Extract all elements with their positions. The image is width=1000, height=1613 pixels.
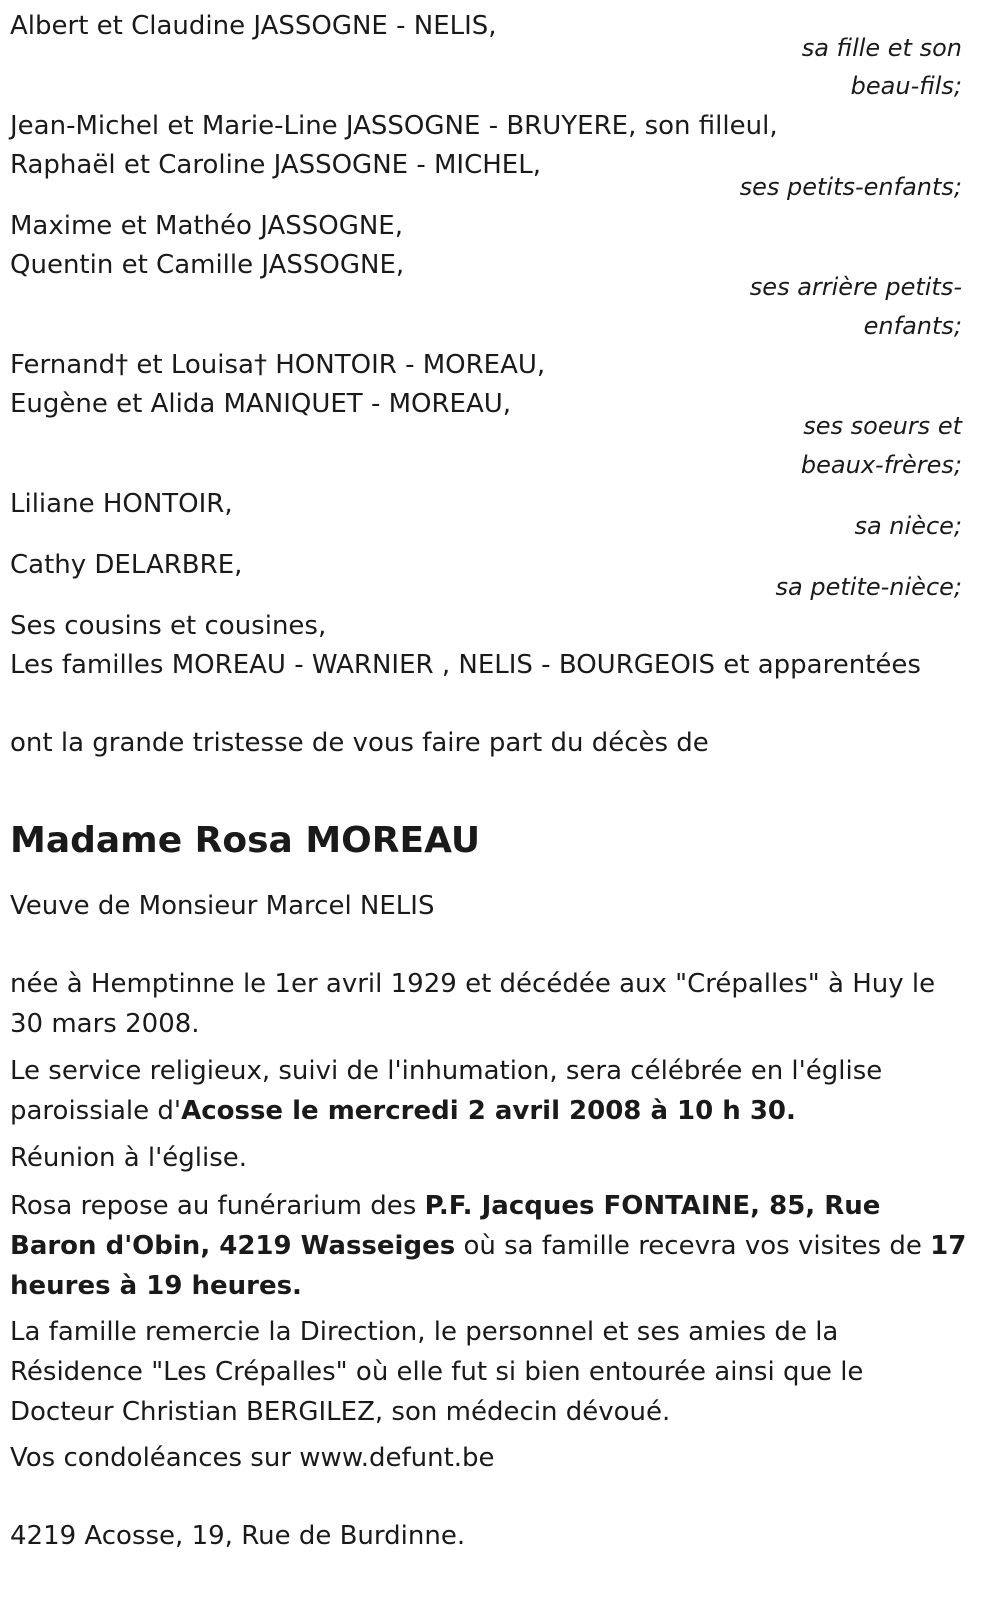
birth-death-text: née à Hemptinne le 1er avril 1929 et décédée aux "Crépalles" à Huy le 30 mars 2008.	[10, 969, 936, 1039]
family-line: Maxime et Mathéo JASSOGNE,	[10, 211, 403, 241]
funeral-home: P.F. Jacques FONTAINE, 85, Rue Baron d'Obin, 4219 Wasseiges	[10, 1191, 881, 1261]
family-line: Cathy DELARBRE,	[10, 550, 243, 580]
family-line: Raphaël et Caroline JASSOGNE - MICHEL,	[10, 150, 541, 180]
visit-plain-2: où sa famille recevra vos visites de	[455, 1231, 931, 1261]
relation-label: beaux-frères;	[800, 451, 962, 479]
relation-label: ses soeurs et	[803, 412, 962, 440]
visit-hours: 17 heures à 19 heures.	[10, 1231, 967, 1301]
meeting-text: Réunion à l'église.	[10, 1143, 248, 1173]
widow-line: Veuve de Monsieur Marcel NELIS	[10, 891, 435, 921]
relation-label: beau-fils;	[850, 72, 962, 100]
relation-label: sa petite-nièce;	[775, 573, 962, 601]
family-line: Fernand† et Louisa† HONTOIR - MOREAU,	[10, 350, 546, 380]
relation-label: sa nièce;	[854, 512, 962, 540]
announcement-text: ont la grande tristesse de vous faire part du décès de	[10, 728, 709, 758]
visit-plain: Rosa repose au funérarium des	[10, 1191, 425, 1221]
relation-label: ses arrière petits-	[749, 273, 962, 301]
service-time: Acosse le mercredi 2 avril 2008 à 10 h 30.	[181, 1096, 796, 1126]
family-line: Les familles MOREAU - WARNIER , NELIS - BOURGEOIS et apparentées	[10, 650, 921, 680]
family-line: Quentin et Camille JASSOGNE,	[10, 250, 405, 280]
family-line: Liliane HONTOIR,	[10, 489, 233, 519]
family-line: Eugène et Alida MANIQUET - MOREAU,	[10, 389, 512, 419]
family-line: Albert et Claudine JASSOGNE - NELIS,	[10, 11, 497, 41]
address-text: 4219 Acosse, 19, Rue de Burdinne.	[10, 1521, 466, 1551]
deceased-name: Madame Rosa MOREAU	[10, 820, 481, 861]
family-line: Jean-Michel et Marie-Line JASSOGNE - BRUYERE, son filleul,	[10, 111, 778, 141]
service-text	[10, 1051, 970, 1131]
visit-text	[10, 1186, 970, 1306]
family-line: Ses cousins et cousines,	[10, 611, 327, 641]
relation-label: enfants;	[863, 312, 962, 340]
condolences-text: Vos condoléances sur www.defunt.be	[10, 1443, 495, 1473]
relation-label: sa fille et son	[801, 34, 962, 62]
thanks-text: La famille remercie la Direction, le personnel et ses amies de la Résidence "Les Crépalles" où elle fut si bien entourée ainsi que le Docteur Christian BERGILEZ, son médecin dévoué.	[10, 1317, 864, 1427]
service-plain: Le service religieux, suivi de l'inhumation, sera célébrée en l'église paroissiale d'	[10, 1056, 883, 1126]
relation-label: ses petits-enfants;	[739, 173, 962, 201]
